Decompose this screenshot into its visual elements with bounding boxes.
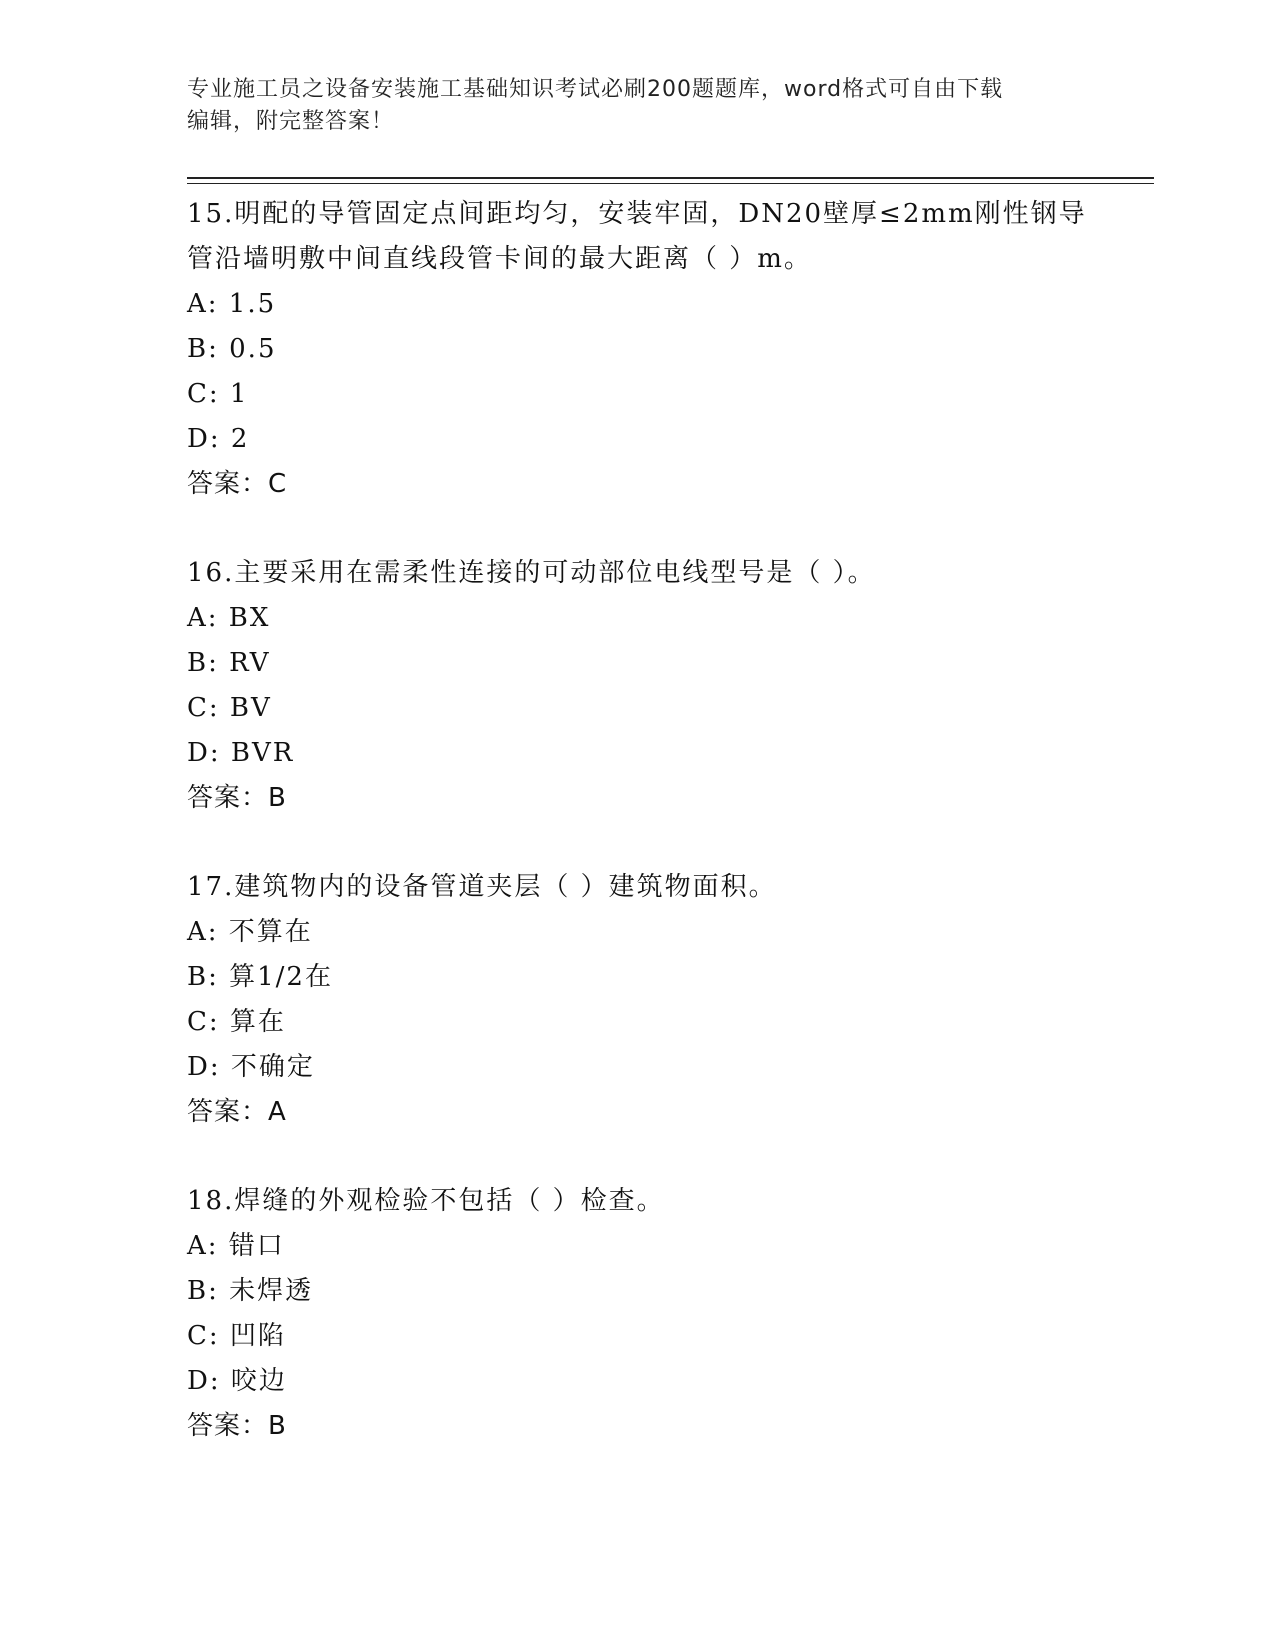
header-divider	[187, 177, 1154, 179]
question-stem-line: 17.建筑物内的设备管道夹层（ ）建筑物面积。	[187, 872, 777, 902]
option-b: B: RV	[187, 648, 271, 678]
option-d: D: BVR	[187, 738, 295, 768]
question-18	[187, 1179, 1087, 1449]
question-stem-line: 18.焊缝的外观检验不包括（ ）检查。	[187, 1186, 665, 1216]
question-17	[187, 865, 1087, 1135]
question-stem-line: 管沿墙明敷中间直线段管卡间的最大距离（ ）m。	[187, 244, 812, 274]
header-line-2: 编辑，附完整答案！	[187, 109, 395, 134]
option-b: B: 未焊透	[187, 1276, 314, 1306]
option-d: D: 2	[187, 424, 250, 454]
option-a: A: 错口	[187, 1231, 285, 1261]
question-15	[187, 192, 1087, 507]
option-a: A: 1.5	[187, 289, 277, 319]
option-a: A: BX	[187, 603, 271, 633]
answer-line: 答案：B	[187, 783, 287, 813]
answer-line: 答案：A	[187, 1097, 287, 1127]
document-header	[187, 74, 1087, 138]
header-line-1: 专业施工员之设备安装施工基础知识考试必刷200题题库，word格式可自由下载	[187, 77, 1004, 102]
option-c: C: BV	[187, 693, 272, 723]
answer-line: 答案：B	[187, 1411, 287, 1441]
answer-line: 答案：C	[187, 469, 288, 499]
option-b: B: 0.5	[187, 334, 277, 364]
option-c: C: 凹陷	[187, 1321, 286, 1351]
option-c: C: 算在	[187, 1007, 286, 1037]
header-divider-thin	[187, 183, 1154, 184]
option-d: D: 咬边	[187, 1366, 287, 1396]
question-16	[187, 551, 1087, 821]
option-b: B: 算1/2在	[187, 962, 333, 992]
question-stem-line: 16.主要采用在需柔性连接的可动部位电线型号是（ ）。	[187, 558, 876, 588]
question-list	[187, 192, 1087, 1449]
question-stem-line: 15.明配的导管固定点间距均匀，安装牢固，DN20壁厚≤2mm刚性钢导	[187, 199, 1087, 229]
option-a: A: 不算在	[187, 917, 313, 947]
option-d: D: 不确定	[187, 1052, 315, 1082]
option-c: C: 1	[187, 379, 249, 409]
